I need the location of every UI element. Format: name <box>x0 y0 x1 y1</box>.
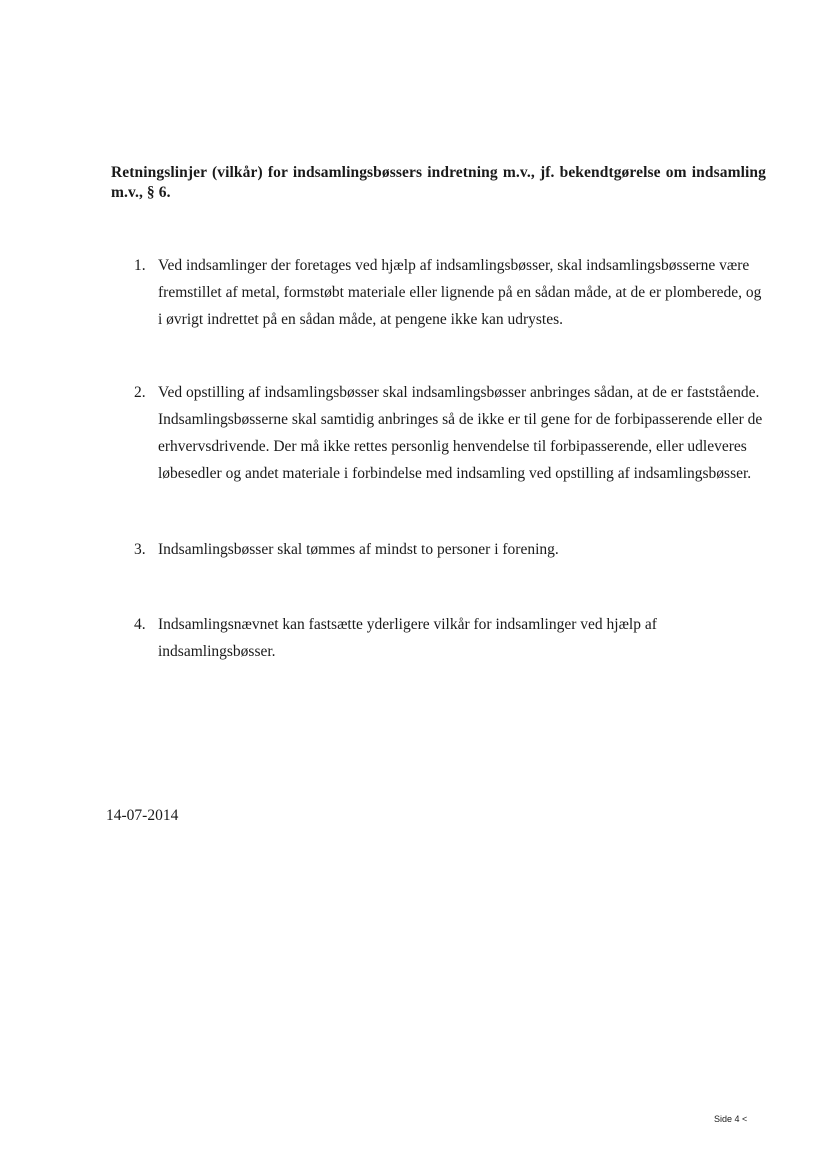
condition-number: 3. <box>134 541 146 558</box>
condition-text: Indsamlingsbøsser skal tømmes af mindst to personer i forening. <box>158 541 559 558</box>
condition-number: 4. <box>134 616 146 633</box>
document-title: Retningslinjer (vilkår) for indsamlingsbøssers indretning m.v., jf. bekendtgørelse om indsamling m.v., § 6. <box>111 164 766 201</box>
condition-item <box>111 252 771 333</box>
condition-item <box>111 611 771 665</box>
condition-text: Ved opstilling af indsamlingsbøsser skal indsamlingsbøsser anbringes sådan, at de er faststående. Indsamlingsbøsserne skal samtidig anbringes så de ikke er til gene for de forbipasserende eller de erhvervsdrivende. Der må ikke rettes personlig henvendelse til forbipasserende, eller udleveres løbesedler og andet materiale i forbindelse med indsamling ved opstilling af indsamlingsbøsser. <box>158 384 763 482</box>
condition-text: Indsamlingsnævnet kan fastsætte yderligere vilkår for indsamlinger ved hjælp af indsamlingsbøsser. <box>158 616 657 660</box>
condition-item <box>111 536 771 563</box>
page-number: Side 4 < <box>714 1114 748 1124</box>
condition-text: Ved indsamlinger der foretages ved hjælp af indsamlingsbøsser, skal indsamlingsbøsserne være fremstillet af metal, formstøbt materiale eller lignende på en sådan måde, at de er plomberede, og i øvrigt indrettet på en sådan måde, at pengene ikke kan udrystes. <box>158 257 762 328</box>
condition-number: 2. <box>134 384 146 401</box>
condition-item <box>111 379 771 487</box>
document-date: 14-07-2014 <box>106 807 179 824</box>
conditions-list <box>111 252 771 665</box>
condition-number: 1. <box>134 257 146 274</box>
